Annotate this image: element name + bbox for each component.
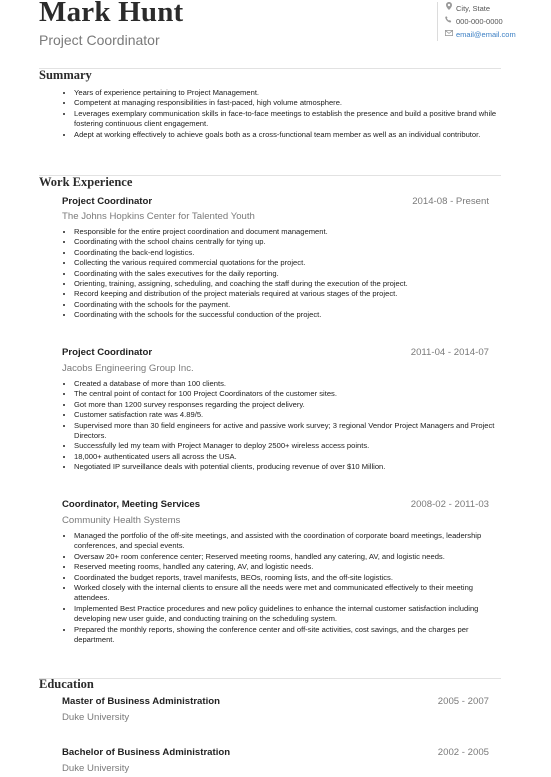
list-item: • Prepared the monthly reports, showing the conference center and off-site activities, cost savings, and the charges per department. [74, 625, 502, 646]
list-item: • The central point of contact for 100 Project Coordinators of the customer sites. [74, 389, 502, 399]
job-dates: 2011-04 - 2014-07 [410, 347, 489, 358]
list-item: • Managed the portfolio of the off-site meetings, and assisted with the coordination of corporate board meetings, leadership conferences, and special events. [74, 531, 502, 552]
list-item: • Supervised more than 30 field engineers for active and passive work survey; 3 regional Vendor Project Managers and Project Directors. [74, 421, 502, 442]
school-name: Duke University [62, 763, 130, 774]
envelope-icon [444, 29, 453, 41]
education-heading: Education [39, 677, 94, 691]
list-item: • Got more than 1200 survey responses regarding the project delivery. [74, 400, 502, 410]
job-organization: The Johns Hopkins Center for Talented Youth [62, 211, 255, 222]
list-item: • Adept at working effectively to achieve goals both as a cross-functional team member as well as an individual contributor. [74, 130, 502, 140]
list-item: • Coordinating the back-end logistics. [74, 248, 502, 258]
list-item: • Coordinated the budget reports, travel manifests, BEOs, rooming lists, and the off-site logistics. [74, 573, 502, 583]
degree-dates: 2005 - 2007 [437, 696, 489, 707]
list-item: • 18,000+ authenticated users all across the USA. [74, 452, 502, 462]
list-item: • Record keeping and distribution of the project materials required at various stages of the project. [74, 289, 502, 299]
phone-icon [444, 16, 453, 28]
list-item: • Oversaw 20+ room conference center; Reserved meeting rooms, handled any catering, AV, and logistic needs. [74, 552, 502, 562]
job-title: Project Coordinator [62, 347, 153, 358]
contact-phone [444, 15, 551, 28]
list-item: • Leverages exemplary communication skills in face-to-face meetings to establish the presence and build a positive brand while fostering continuous client engagement. [74, 109, 502, 130]
degree-title: Master of Business Administration [62, 696, 220, 707]
job-duties-list [62, 227, 502, 321]
list-item: • Worked closely with the internal clients to ensure all the needs were met and communicated effectively to their meeting attendees. [74, 583, 502, 604]
summary-heading: Summary [39, 68, 92, 82]
list-item: • Reserved meeting rooms, handled any catering, AV, and logistic needs. [74, 562, 502, 572]
section-divider [39, 678, 501, 679]
job-dates: 2008-02 - 2011-03 [410, 499, 489, 510]
list-item: • Successfully led my team with Project Manager to deploy 2500+ wireless access points. [74, 441, 502, 451]
list-item: • Collecting the various required commercial quotations for the project. [74, 258, 502, 268]
degree-title: Bachelor of Business Administration [62, 747, 231, 758]
job-title: Project Coordinator [62, 196, 153, 207]
list-item: • Coordinating with the sales executives for the daily reporting. [74, 269, 502, 279]
contact-email [444, 28, 551, 41]
summary-list [62, 88, 502, 140]
candidate-title: Project Coordinator [39, 32, 160, 48]
list-item: • Coordinating with the schools for the payment. [74, 300, 502, 310]
list-item: • Customer satisfaction rate was 4.89/5. [74, 410, 502, 420]
list-item: • Years of experience pertaining to Project Management. [74, 88, 502, 98]
list-item: • Orienting, training, assigning, scheduling, and coaching the staff during the execution of the project. [74, 279, 502, 289]
degree-dates: 2002 - 2005 [437, 747, 489, 758]
phone-text: 000-000-0000 [456, 16, 503, 26]
job-duties-list [62, 531, 502, 645]
contact-block [437, 2, 551, 41]
candidate-name: Mark Hunt [39, 0, 184, 28]
job-dates: 2014-08 - Present [412, 196, 489, 207]
list-item: • Competent at managing responsibilities in fast-paced, high volume atmosphere. [74, 98, 502, 108]
job-duties-list [62, 379, 502, 473]
job-title: Coordinator, Meeting Services [62, 499, 201, 510]
list-item: • Implemented Best Practice procedures and new policy guidelines to enhance the internal customer satisfaction including developing new user guide, and conducting training on the scheduling system. [74, 604, 502, 625]
list-item: • Negotiated IP surveillance deals with potential clients, producing revenue of over $10 Million. [74, 462, 502, 472]
resume-header [39, 0, 539, 60]
list-item: • Coordinating with the school chains centrally for tying up. [74, 237, 502, 247]
location-text: City, State [456, 3, 491, 13]
section-divider [39, 68, 501, 69]
email-link[interactable]: email@email.com [456, 29, 516, 39]
location-pin-icon [444, 2, 453, 15]
job-organization: Community Health Systems [62, 515, 181, 526]
school-name: Duke University [62, 712, 130, 723]
list-item: • Created a database of more than 100 clients. [74, 379, 502, 389]
list-item: • Responsible for the entire project coordination and document management. [74, 227, 502, 237]
list-item: • Coordinating with the schools for the successful conduction of the project. [74, 310, 502, 320]
contact-location [444, 2, 551, 15]
job-organization: Jacobs Engineering Group Inc. [62, 363, 194, 374]
work-experience-heading: Work Experience [39, 175, 133, 189]
